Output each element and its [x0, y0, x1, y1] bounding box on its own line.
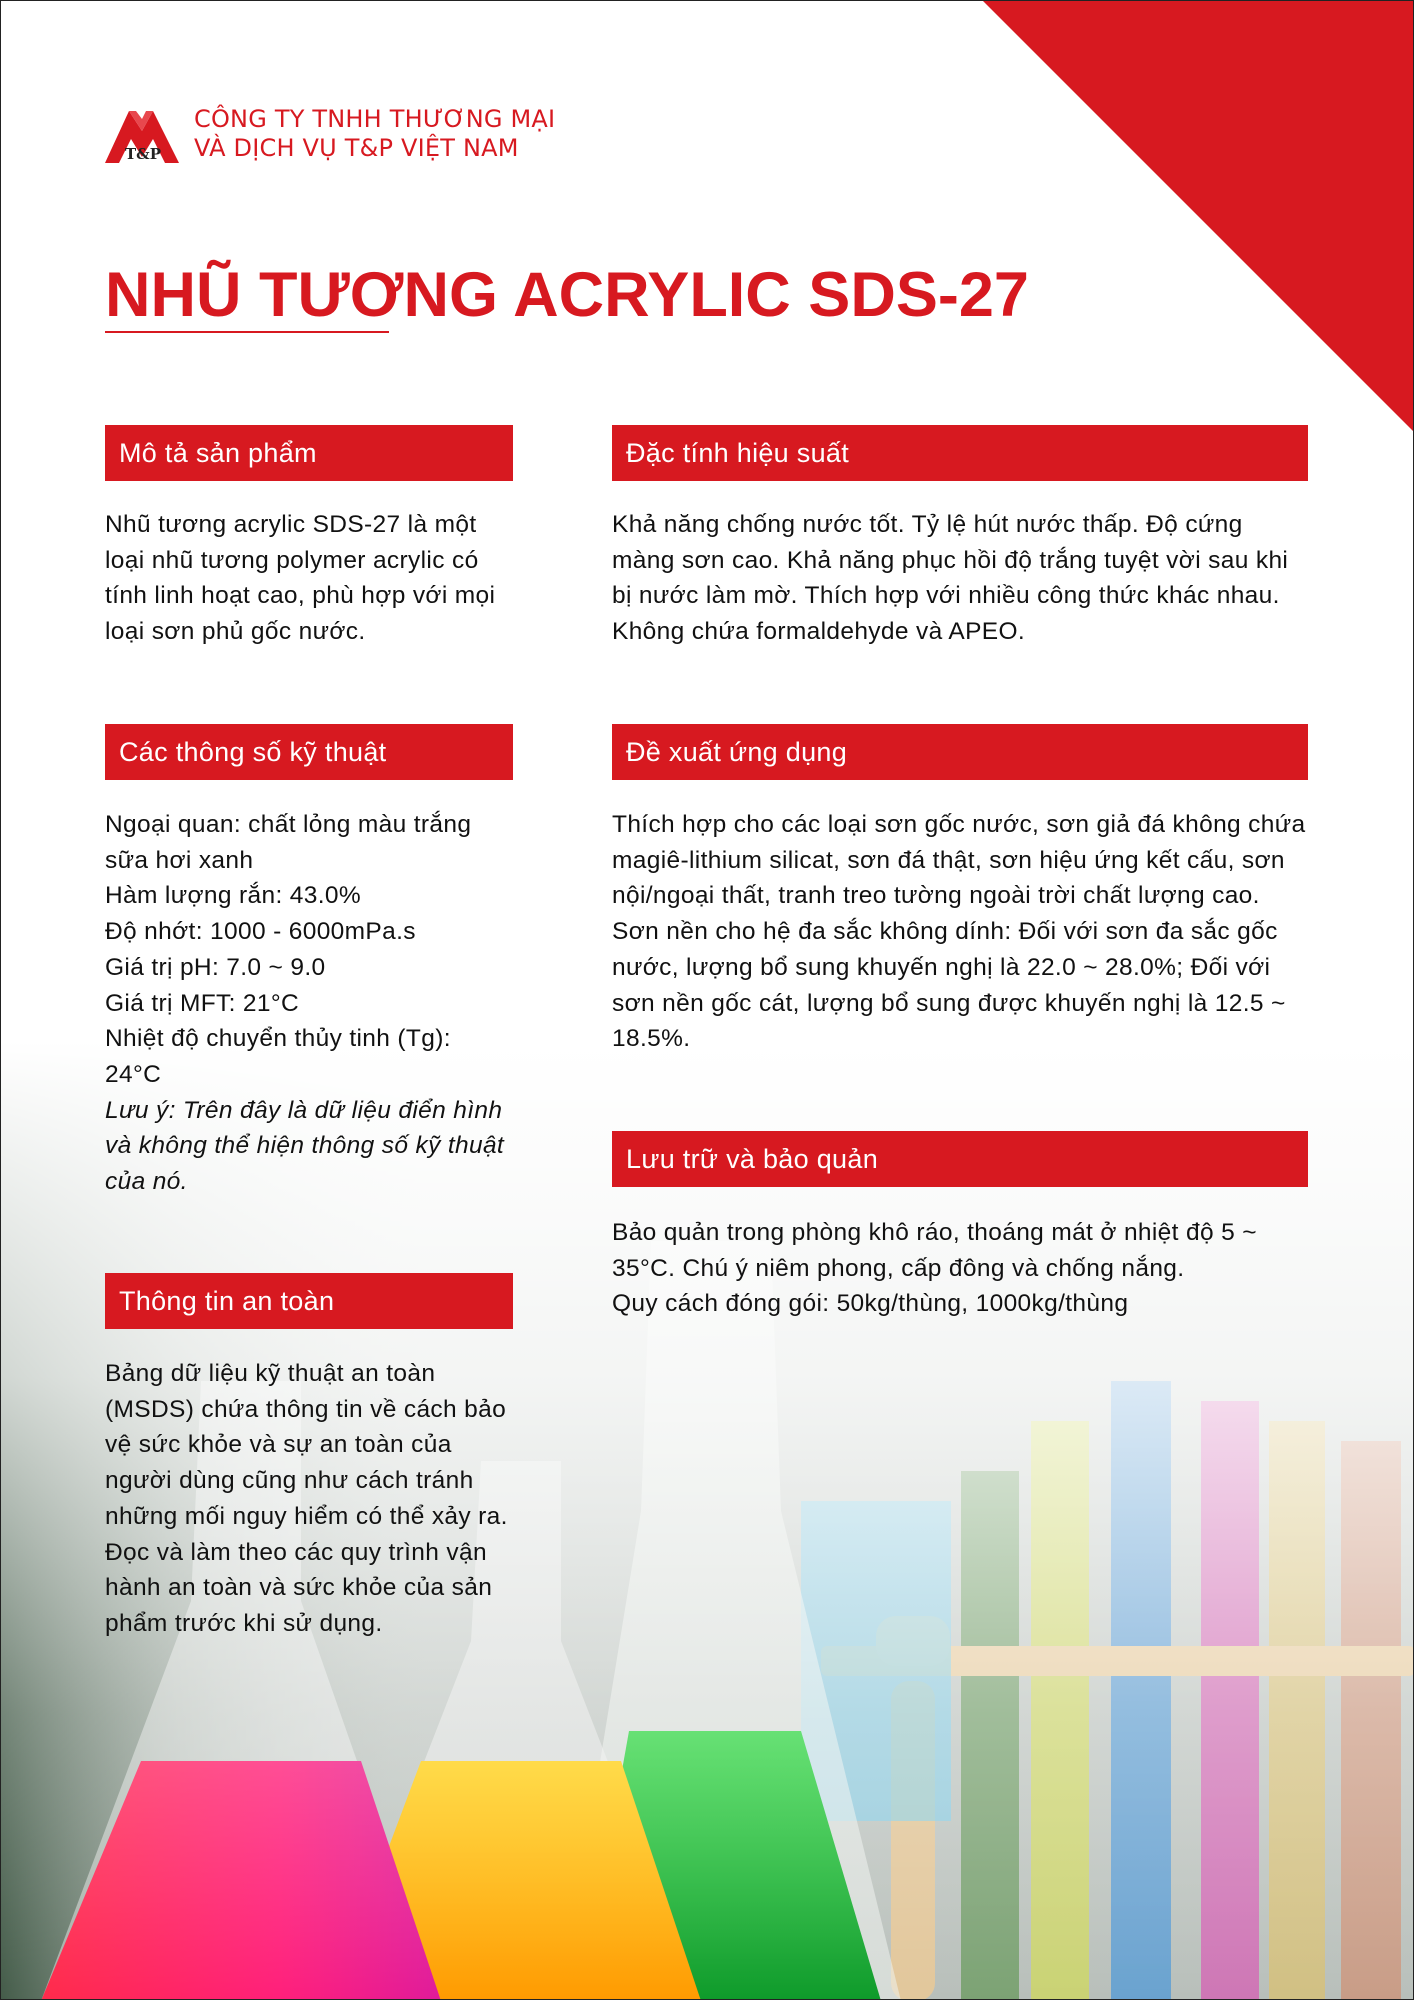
page-title: NHŨ TƯƠNG ACRYLIC SDS-27: [105, 260, 1029, 330]
section-text-description: [105, 507, 513, 650]
section-text-safety: [105, 1356, 513, 1642]
section-text-performance: [612, 507, 1308, 650]
spec-line: Giá trị pH: 7.0 ~ 9.0: [105, 953, 326, 981]
application-paragraph: Thích hợp cho các loại sơn gốc nước, sơn giả đá không chứa magiê-lithium silicat, sơn đá thật, sơn hiệu ứng kết cấu, sơn nội/ngoại thất, tranh treo tường ngoài trời chất lượng cao. Sơn nền cho hệ đa sắc không dính: Đối với sơn đa sắc gốc nước, lượng bổ sung khuyến nghị là 22.0 ~ 28.0%; Đối với sơn nền gốc cát, lượng bổ sung được khuyến nghị là 12.5 ~ 18.5%.: [612, 811, 1306, 1053]
company-name-line1: CÔNG TY TNHH THƯƠNG MẠI: [194, 105, 556, 133]
section-heading-application: Đề xuất ứng dụng: [612, 724, 1308, 780]
section-heading-description: Mô tả sản phẩm: [105, 425, 513, 481]
section-text-application: [612, 807, 1308, 1057]
spec-line: Nhiệt độ chuyển thủy tinh (Tg): 24°C: [105, 1025, 451, 1088]
company-name-line2: VÀ DỊCH VỤ T&P VIỆT NAM: [194, 134, 519, 162]
logo-text: T&P: [125, 145, 161, 163]
company-logo-icon: [105, 107, 179, 165]
storage-line: Quy cách đóng gói: 50kg/thùng, 1000kg/thùng: [612, 1290, 1129, 1318]
section-heading-specs: Các thông số kỹ thuật: [105, 724, 513, 780]
spec-line: Hàm lượng rắn: 43.0%: [105, 882, 361, 910]
performance-paragraph: Khả năng chống nước tốt. Tỷ lệ hút nước thấp. Độ cứng màng sơn cao. Khả năng phục hồi độ trắng tuyệt vời sau khi bị nước làm mờ. Thích hợp với nhiều công thức khác nhau. Không chứa formaldehyde và APEO.: [612, 511, 1289, 646]
storage-line: Bảo quản trong phòng khô ráo, thoáng mát ở nhiệt độ 5 ~ 35°C. Chú ý niêm phong, cấp đông và chống nắng.: [612, 1219, 1257, 1282]
corner-triangle: [983, 1, 1413, 431]
section-text-specs: [105, 807, 513, 1200]
company-name: [194, 105, 555, 163]
spec-line: Ngoại quan: chất lỏng màu trắng sữa hơi xanh: [105, 811, 472, 874]
spec-line: Độ nhớt: 1000 - 6000mPa.s: [105, 918, 416, 946]
spec-line: Giá trị MFT: 21°C: [105, 989, 300, 1017]
section-text-storage: [612, 1215, 1308, 1322]
description-paragraph: Nhũ tương acrylic SDS-27 là một loại nhũ tương polymer acrylic có tính linh hoạt cao, phù hợp với mọi loại sơn phủ gốc nước.: [105, 511, 496, 646]
section-heading-storage: Lưu trữ và bảo quản: [612, 1131, 1308, 1187]
section-heading-performance: Đặc tính hiệu suất: [612, 425, 1308, 481]
section-heading-safety: Thông tin an toàn: [105, 1273, 513, 1329]
safety-paragraph: Bảng dữ liệu kỹ thuật an toàn (MSDS) chứa thông tin về cách bảo vệ sức khỏe và sự an toàn của người dùng cũng như cách tránh những mối nguy hiểm có thể xảy ra. Đọc và làm theo các quy trình vận hành an toàn và sức khỏe của sản phẩm trước khi sử dụng.: [105, 1360, 508, 1637]
title-underline: [105, 331, 389, 333]
spec-note: Lưu ý: Trên đây là dữ liệu điển hình và không thể hiện thông số kỹ thuật của nó.: [105, 1096, 505, 1196]
